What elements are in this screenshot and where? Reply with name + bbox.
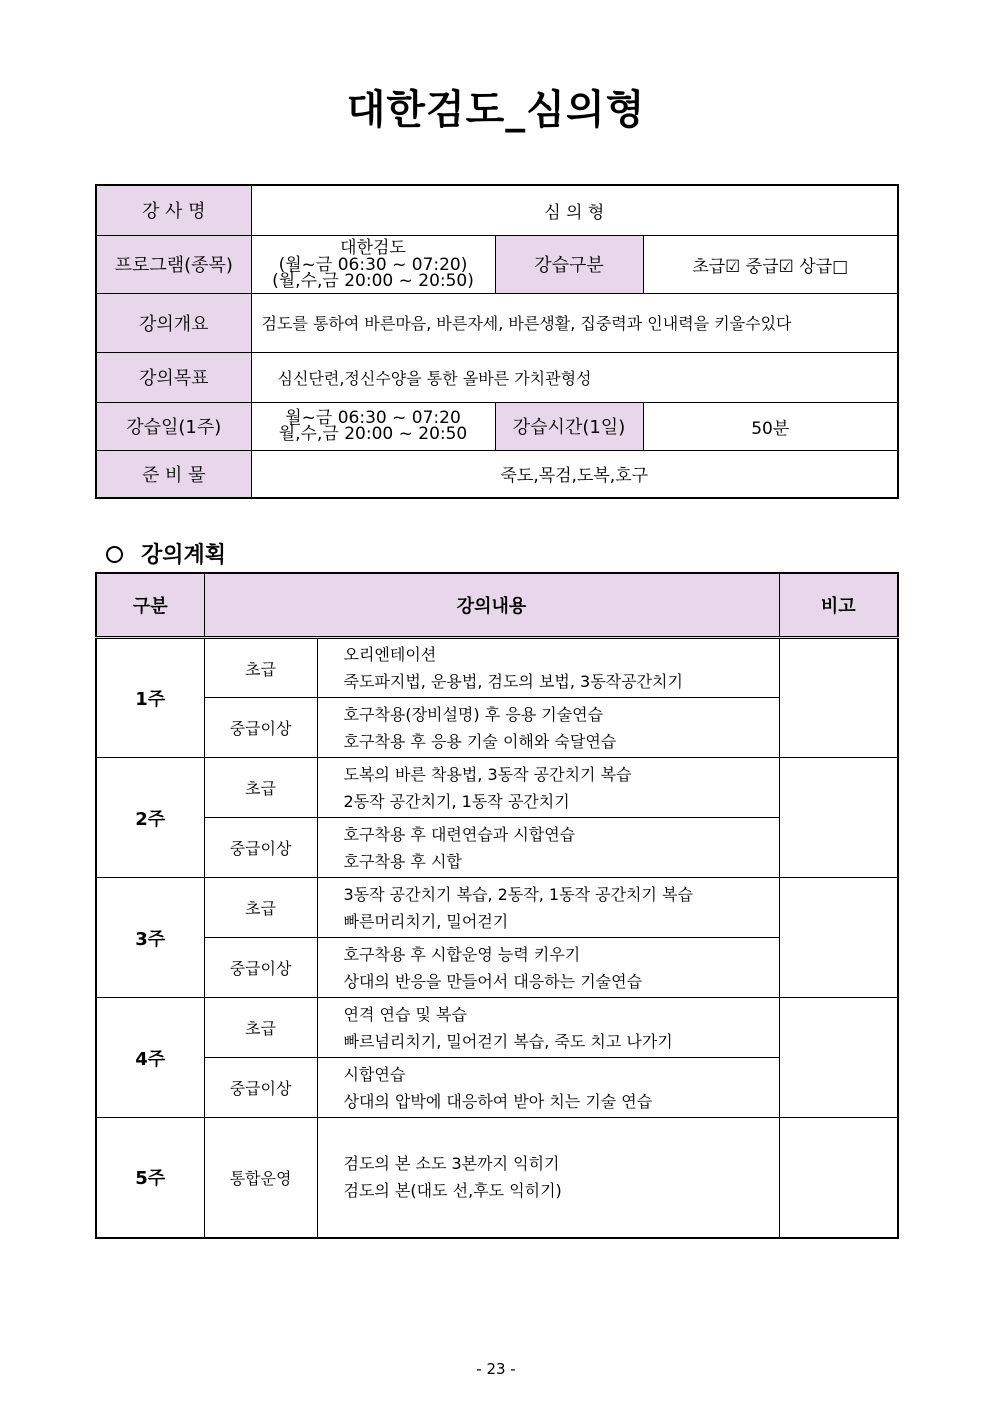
level-cell: 통합운영	[204, 1118, 317, 1238]
content-line: 시합연습	[343, 1064, 406, 1084]
level-cell: 초급	[204, 638, 317, 698]
content-line: 상대의 반응을 만들어서 대응하는 기술연습	[343, 971, 643, 991]
days-label: 강습일(1주)	[96, 402, 251, 450]
circle-bullet-icon	[106, 546, 123, 563]
level-cell: 중급이상	[204, 938, 317, 998]
note-cell	[779, 758, 898, 878]
content-cell	[317, 1118, 779, 1238]
table-row	[96, 758, 898, 818]
content-line: 빠른머리치기, 밀어걷기	[343, 911, 509, 931]
course-info-table	[95, 184, 899, 499]
content-cell	[317, 818, 779, 878]
table-row	[96, 938, 898, 998]
note-cell	[779, 998, 898, 1118]
content-line: 오리엔테이션	[343, 645, 437, 664]
program-name: 대한검도	[340, 238, 406, 258]
level-cell: 초급	[204, 998, 317, 1058]
program-label: 프로그램(종목)	[96, 235, 251, 293]
week-label: 3주	[96, 878, 204, 998]
content-line: 호구착용 후 시합	[343, 851, 462, 871]
content-line: 호구착용 후 응용 기술 이해와 숙달연습	[343, 731, 617, 751]
content-line: 도복의 바른 착용법, 3동작 공간치기 복습	[343, 764, 632, 784]
days-time-2: 월,수,금 20:00 ~ 20:50	[278, 424, 468, 444]
goal-value: 심신단련,정신수양을 통한 올바른 가치관형성	[251, 352, 898, 402]
level-value: 초급☑ 중급☑ 상급□	[643, 235, 898, 293]
duration-label: 강습시간(1일)	[495, 402, 643, 450]
overview-label: 강의개요	[96, 293, 251, 352]
level-cell: 초급	[204, 878, 317, 938]
table-row	[96, 1118, 898, 1238]
content-line: 호구착용 후 대련연습과 시합연습	[343, 824, 576, 844]
program-value	[251, 235, 495, 293]
content-cell	[317, 638, 779, 698]
content-line: 호구착용 후 시합운영 능력 키우기	[343, 944, 581, 964]
header-note: 비고	[779, 573, 898, 638]
page-number: - 23 -	[476, 1360, 516, 1378]
level-cell: 중급이상	[204, 698, 317, 758]
program-time-1: (월~금 06:30 ~ 07:20)	[278, 255, 468, 275]
week-label: 5주	[96, 1118, 204, 1238]
content-line: 빠르넘리치기, 밀어걷기 복습, 죽도 치고 나가기	[343, 1031, 673, 1051]
content-cell	[317, 878, 779, 938]
level-cell: 중급이상	[204, 1058, 317, 1118]
program-time-2: (월,수,금 20:00 ~ 20:50)	[272, 271, 474, 291]
note-cell	[779, 1118, 898, 1238]
content-line: 상대의 압박에 대응하여 받아 치는 기술 연습	[343, 1091, 653, 1111]
days-time-1: 월~금 06:30 ~ 07:20	[285, 408, 461, 428]
content-line: 검도의 본 소도 3본까지 익히기	[343, 1154, 560, 1174]
content-line: 죽도파지법, 운용법, 검도의 보법, 3동작공간치기	[343, 672, 683, 691]
content-line: 호구착용(장비설명) 후 응용 기술연습	[343, 704, 604, 724]
content-cell	[317, 938, 779, 998]
table-row	[96, 878, 898, 938]
level-cell: 중급이상	[204, 818, 317, 878]
content-cell	[317, 998, 779, 1058]
instructor-value: 심 의 형	[251, 185, 898, 235]
lecture-plan-table	[95, 572, 899, 1239]
content-line: 연격 연습 및 복습	[343, 1004, 467, 1024]
level-cell: 초급	[204, 758, 317, 818]
header-content: 강의내용	[204, 573, 779, 638]
content-line: 검도의 본(대도 선,후도 익히기)	[343, 1181, 562, 1201]
page-title: 대한검도_심의형	[346, 87, 646, 133]
header-category: 구분	[96, 573, 204, 638]
note-cell	[779, 878, 898, 998]
table-row	[96, 638, 898, 698]
table-row	[96, 1058, 898, 1118]
week-label: 2주	[96, 758, 204, 878]
table-row	[96, 698, 898, 758]
week-label: 1주	[96, 638, 204, 758]
content-cell	[317, 1058, 779, 1118]
table-row	[96, 818, 898, 878]
instructor-label: 강 사 명	[96, 185, 251, 235]
overview-value: 검도를 통하여 바른마음, 바른자세, 바른생활, 집중력과 인내력을 키울수있다	[251, 293, 898, 352]
supplies-value: 죽도,목검,도복,호구	[251, 450, 898, 498]
content-line: 2동작 공간치기, 1동작 공간치기	[343, 791, 570, 811]
goal-label: 강의목표	[96, 352, 251, 402]
content-line: 3동작 공간치기 복습, 2동작, 1동작 공간치기 복습	[343, 884, 693, 904]
days-value	[251, 402, 495, 450]
week-label: 4주	[96, 998, 204, 1118]
content-cell	[317, 698, 779, 758]
section-title: 강의계획	[141, 543, 227, 568]
content-cell	[317, 758, 779, 818]
table-row	[96, 998, 898, 1058]
supplies-label: 준 비 물	[96, 450, 251, 498]
note-cell	[779, 638, 898, 758]
duration-value: 50분	[643, 402, 898, 450]
level-label: 강습구분	[495, 235, 643, 293]
section-heading	[106, 538, 226, 569]
